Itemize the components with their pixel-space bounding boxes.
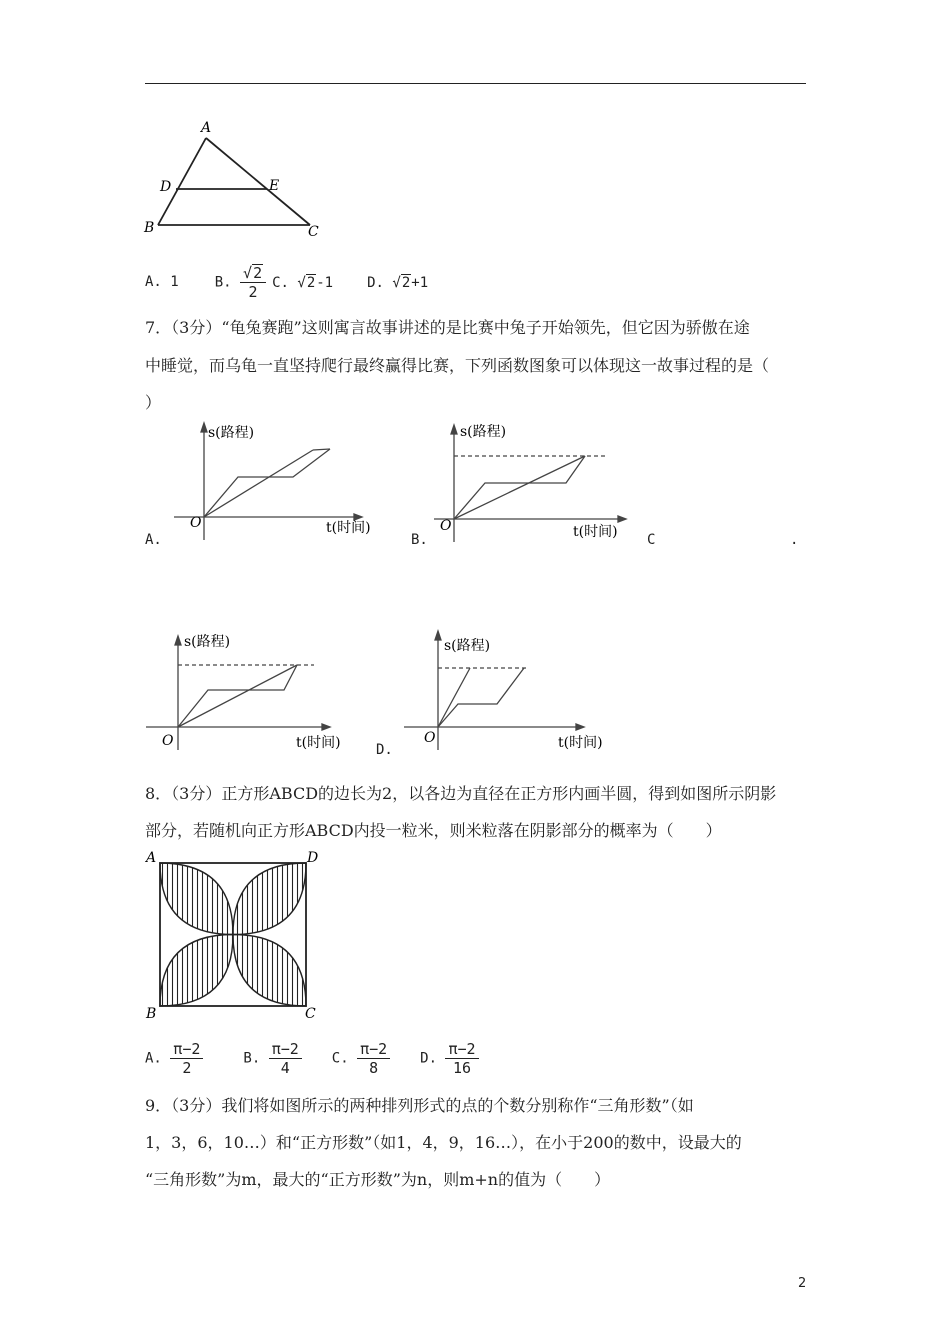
q7-graph-c	[142, 628, 362, 753]
q7-graph-a	[168, 420, 388, 545]
q7-option-a: A.	[145, 532, 162, 548]
q6-label-C: C	[308, 224, 319, 240]
q8-label-D: D	[307, 850, 319, 866]
q8-option-b: B. $\frac{\pi-2}{4}$	[243, 1040, 301, 1077]
q7d-origin: O	[424, 730, 436, 746]
q7-line-1: 7．（3分）“龟兔赛跑”这则寓言故事讲述的是比赛中兔子开始领先，但它因为骄傲在途	[145, 318, 750, 337]
q6-options	[145, 262, 428, 302]
header-rule	[145, 83, 806, 84]
q7-option-b: B.	[411, 532, 428, 548]
q7b-origin: O	[440, 518, 452, 534]
q7c-y-label: s(路程)	[184, 634, 231, 650]
q7-option-c: C	[647, 532, 656, 548]
q9-line-1: 9．（3分）我们将如图所示的两种排列形式的点的个数分别称作“三角形数”（如	[145, 1096, 694, 1115]
q8-square-figure	[140, 848, 330, 1024]
q8-label-C: C	[305, 1006, 316, 1022]
q7a-origin: O	[190, 515, 202, 531]
q7d-y-label: s(路程)	[444, 638, 491, 654]
q7a-x-label: t(时间)	[326, 520, 371, 536]
q7-option-dot: .	[790, 532, 799, 548]
q8-line-1: 8．（3分）正方形ABCD的边长为2，以各边为直径在正方形内画半圆，得到如图所示阴影	[145, 784, 777, 803]
q7-graph-d	[400, 628, 620, 753]
q8-label-A: A	[146, 850, 157, 866]
q7a-y-label: s(路程)	[208, 425, 255, 441]
q7-line-2: 中睡觉，而乌龟一直坚持爬行最终赢得比赛，下列函数图象可以体现这一故事过程的是（	[145, 356, 770, 375]
q7c-x-label: t(时间)	[296, 735, 341, 751]
q7c-origin: O	[162, 733, 174, 749]
q8-options	[145, 1036, 479, 1080]
q6-label-D: D	[160, 179, 172, 195]
q7-line-3: ）	[145, 393, 162, 412]
q8-option-c: C. $\frac{\pi-2}{8}$	[332, 1040, 390, 1077]
q8-option-a: A. $\frac{\pi-2}{2}$	[145, 1040, 203, 1077]
q6-option-b: B. $\frac{√2}{2}$	[215, 264, 266, 301]
q8-line-2: 部分，若随机向正方形ABCD内投一粒米，则米粒落在阴影部分的概率为（ ）	[145, 821, 722, 840]
q8-option-d: D. $\frac{\pi-2}{16}$	[420, 1040, 478, 1077]
q6-option-a: A. 1	[145, 274, 179, 290]
q6-option-d: D. √2+1	[367, 274, 429, 291]
page-number: 2	[798, 1276, 807, 1291]
q9-line-2: 1，3，6，10…）和“正方形数”（如1，4，9，16…），在小于200的数中，设最大的	[145, 1133, 742, 1152]
q7b-y-label: s(路程)	[460, 424, 507, 440]
q6-triangle-figure	[140, 118, 340, 243]
q6-label-A: A	[201, 120, 212, 136]
q9-line-3: “三角形数”为m，最大的“正方形数”为n，则m+n的值为（ ）	[145, 1170, 611, 1189]
q7b-x-label: t(时间)	[573, 524, 618, 540]
q6-label-B: B	[144, 220, 155, 236]
q7-graph-b	[428, 418, 648, 546]
q7-option-d: D.	[376, 742, 393, 758]
q7d-x-label: t(时间)	[558, 735, 603, 751]
q6-option-c: C. √2-1	[272, 274, 334, 291]
q8-label-B: B	[146, 1006, 157, 1022]
q6-label-E: E	[269, 178, 280, 194]
